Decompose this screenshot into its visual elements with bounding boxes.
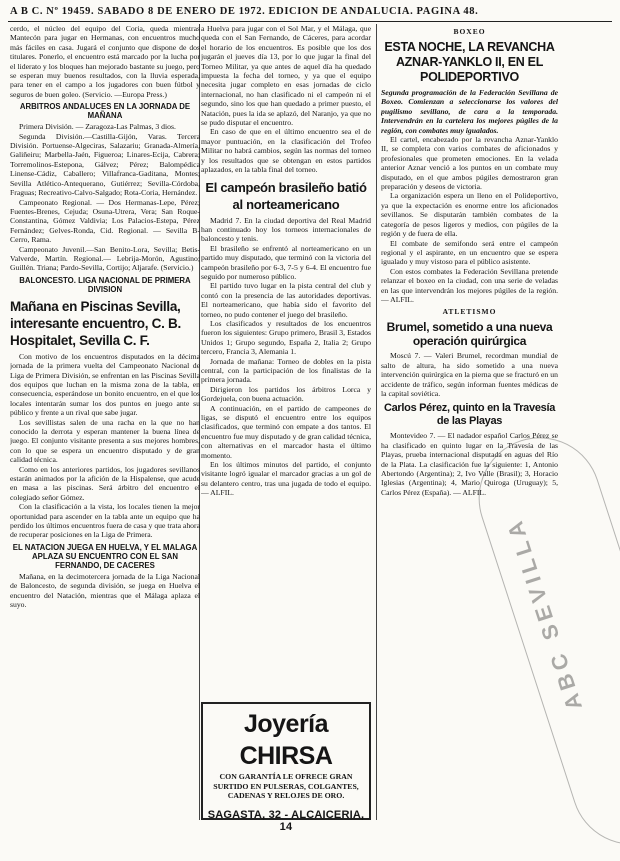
article-text: Los sevillistas salen de una racha en la que no han conocido la derrota y esperan mantener la buena línea de juego. El conjunto visitante presenta a sus mejores hombres, con lo que se espera un encuentro disputado y de gran calidad técnica. (10, 417, 200, 465)
article-text: Jornada de mañana: Torneo de dobles en la pista central, con la participación de los finalistas de la primera jornada. (201, 356, 371, 385)
article-text: En caso de que en el último encuentro sea el de mayor puntuación, en la clasificación del Trofeo Militar no habrá cambios, según las normas del torneo y los resultados que se obtengan en estos partidos aplazados, en la tabla final del torneo. (201, 127, 371, 175)
ad-brand: Joyería CHIRSA (239, 710, 333, 770)
article-text: La organización espera un lleno en el Polideportivo, ya que la expectación es enorme entre los aficionados sevillanos. Se disputarán también combates de la categoría de pesos ligeros y medios, con púgiles de la región y de fuera de ella. (381, 191, 558, 239)
article-headline: El campeón brasileño batió al norteamericano (205, 179, 367, 212)
article-text: Campeonato Juvenil.—San Benito-Lora, Sevilla; Betis-Valverde, Martín. Regional.— Lebrija-Morón, Agustino; Guillén. Triana; Pardo-Sevilla, Cortijo; Aljarafe. (Servicio.) (10, 244, 200, 273)
article-text: cerdo, el núcleo del equipo del Coria, queda mientras Mantecón para jugar en Hermanas, con encuentros mucho más fáciles en casa. Jugará el conjunto que dispone de dos titulares. Ponerlo, el encuentro está marcado por la lucha por el liderato y los bloques han mejorado bastante su juego, pero se esperan muy buenos resultados, con la lluvia esperada, para tener en el campo a los jugadores con buen fútbol y seguros de buen goleo. (Servicio. —Europa Press.) (10, 24, 200, 99)
article-text: Segunda División.—Castilla-Gijón, Varas. Tercera División. Portuense-Algeciras, Salazariu; Granada-Almería, Galiñeiru; Marbella-Jaén, Figueroa; Linares-Ecija, Cabrera; Torremolinos-Estepona, Gálvez; Pérez; Balompédica Linense-Cádiz, Caballero; Villafranca-Gaditana, Montes; Sevilla Atlético-Antequerano, Gutiérrez; Sevilla-Córdoba, Fraguas; Recreativo-Calvo-Salgado; Rota-Coria, Hernández. (10, 131, 200, 198)
section-heading: EL NATACION JUEGA EN HUELVA, Y EL MALAGA APLAZA SU ENCUENTRO CON EL SAN FERNANDO, DE CACERES (12, 542, 198, 570)
article-text: Primera División. — Zaragoza-Las Palmas, 3 dios. (19, 122, 176, 132)
article-text: Con motivo de los encuentros disputados en la décima jornada de la primera vuelta del Campeonato Nacional de Liga de Primera División, se enfrentan en las Piscinas Sevilla dos equipos que luchan en la misma zona de la tabla, en consecuencia, esperándose un bonito encuentro, en el que los locales intentarán sumar los dos puntos en juego ante su público y frente a un rival que sabe jugar. (10, 351, 200, 418)
article-text: Dirigieron los partidos los árbitros Lorca y Gordejuela, con buena actuación. (201, 384, 371, 404)
article-text: Moscú 7. — Valeri Brumel, recordman mundial de salto de altura, ha sido sometido a una nueva intervención quirúrgica en la pierna que se fracturó en un accidente de tráfico, según informan fuentes médicas de la capital soviética. (381, 351, 558, 398)
article-text: El combate de semifondo será entre el campeón regional y el aspirante, en un encuentro que se espera igualado y muy vistoso para el público asistente. (381, 238, 558, 267)
column-1 (10, 24, 200, 822)
article-text: Madrid 7. En la ciudad deportiva del Real Madrid han continuado hoy los torneos internacionales de baloncesto y tenis. (201, 215, 371, 244)
section-kicker: ATLETISMO (442, 307, 497, 317)
header-rule (8, 21, 612, 22)
article-headline: Mañana en Piscinas Sevilla, interesante encuentro, C. B. Hospitalet, Sevilla C. F. (10, 298, 181, 348)
article-text: El cartel, encabezado por la revancha Aznar-Yanklo II, se completa con varios combates de aficionados y profesionales que prometen emociones. En la velada anterior Aznar venció a los puntos en un combate muy disputado, en el que ambos púgiles demostraron gran preparación y deseos de victoria. (381, 135, 558, 192)
section-heading: ARBITROS ANDALUCES EN LA JORNADA DE MAÑANA (19, 102, 191, 121)
stamp-text: ABC SEVILLA (500, 513, 587, 714)
article-text: En los últimos minutos del partido, el conjunto visitante logró igualar el marcador gracias a un gol de su delantero centro, tras una jugada de todo el equipo. — ALFIL. (201, 460, 371, 498)
section-heading: BALONCESTO. LIGA NACIONAL DE PRIMERA DIVISION (19, 275, 191, 294)
article-text: A continuación, en el partido de campeones de ligas, se disputó el encuentro entre los equipos clasificados, que terminó con empate a dos tantos. El encuentro fue muy disputado y de gran calidad técnica, con alternativas en el marcador hasta el último momento. (201, 403, 371, 460)
column-divider (376, 24, 377, 820)
page-header: A B C. Nº 19459. SABADO 8 DE ENERO DE 1972. EDICION DE ANDALUCIA. PAGINA 48. (10, 6, 479, 17)
article-text: Como en los anteriores partidos, los jugadores sevillanos estarán animados por la afición de la Hispalense, que acude en masa a las piscinas. Será árbitro del encuentro el colegiado señor Gómez. (10, 464, 200, 502)
ad-address: SAGASTA, 32 - ALCAICERIA, 14 (207, 808, 365, 833)
article-text: El partido tuvo lugar en la pista central del club y contó con la presencia de las autoridades deportivas. El norteamericano, que había sido el favorito del torneo, no pudo contener el juego del brasileño. (201, 281, 371, 319)
article-text: Campeonato Regional. — Dos Hermanas-Lepe, Pérez; Fuentes-Brenes, Cejuda; Osuna-Utrera, Vera; San Roque-Constantina, Gómez Valdivia; Los Palacios-Estepa, Pérez Fernández; Gelves-Ronda, Cid. Regional. — Sevilla B-Cerro, Rama. (10, 197, 200, 245)
article-headline: ESTA NOCHE, LA REVANCHA AZNAR-YANKLO II, EN EL POLIDEPORTIVO (384, 40, 555, 84)
article-headline: Brumel, sometido a una nueva operación quirúrgica (386, 320, 553, 349)
article-subhead: Segunda programación de la Federación Sevillana de Boxeo. Comienzan a seleccionarse los valores del pugilismo sevillano, de cara a la temporada. Intervendrán en la cartelera los mejores púgiles de la región, con combates muy igualados. (381, 88, 558, 135)
ad-copy: CON GARANTÍA LE OFRECE GRAN SURTIDO EN PULSERAS, COLGANTES, CADENAS Y RELOJES DE ORO. (213, 772, 359, 800)
article-text: Con la clasificación a la vista, los locales tienen la mejor oportunidad para ascender en la tabla ante un equipo que ha perdido los últimos encuentros fuera de casa y que trata ahora de recuperar posiciones en la Liga de Primera. (10, 502, 200, 540)
article-text: Con estos combates la Federación Sevillana pretende relanzar el boxeo en la ciudad, con una serie de veladas en las que intervendrán los mejores púgiles de la región. — ALFIL. (381, 266, 558, 304)
article-text: a Huelva para jugar con el Sol Mar, y el Málaga, que queda con el San Fernando, de Cáceres, para acordar el horario de los encuentros. Es posible que los dos jugarán el jueves día 13, por lo que jugar la final del Torneo Militar, ya que antes de aquel día ha quedado impuesta la fecha del torneo, y ya que el equipo necesita jugar completo en esas jornadas de ciclo internacional, no han clasificado ni el campeón ni el segundo, sino los que han quedado a primer puesto, el Natación, pues la ida se aplazó, del Naranjo, ya que no se pudo disputar el encuentro. (201, 24, 371, 128)
article-text: Mañana, en la decimotercera jornada de la Liga Nacional de Baloncesto, de segunda división, se juega en Huelva el encuentro del Natación, mientras que el Málaga aplaza el suyo. (10, 571, 200, 610)
column-3 (381, 24, 558, 822)
article-text: El brasileño se enfrentó al norteamericano en un partido muy disputado, que terminó con la victoria del campeón brasileño por 6-3, 7-5 y 6-4. El encuentro fue seguido por numeroso público. (201, 243, 371, 281)
article-text: Montevideo 7. — El nadador español Carlos Pérez se ha clasificado en quinto lugar en la Travesía de las Playas, prueba internacional disputada en aguas del Río de la Plata. La clasificación fue la siguiente: 1, Antonio Abertondo (Argentina); 2, Ivo Valle (Brasil); 3, Horacio Iglesias (Argentina); 4, Mario Quiroga (Uruguay); 5, Carlos Pérez (España). — ALFIL. (381, 431, 558, 497)
advertisement (201, 702, 371, 833)
article-text: Los clasificados y resultados de los encuentros fueron los siguientes: Grupo primero, Brasil 3, Estados Unidos 1; Grupo segundo, España 2, Italia 2; Grupo tercero, Francia 3, Alemania 1. (201, 318, 371, 357)
article-headline: Carlos Pérez, quinto en la Travesía de las Playas (383, 402, 556, 428)
section-kicker: BOXEO (453, 27, 486, 36)
